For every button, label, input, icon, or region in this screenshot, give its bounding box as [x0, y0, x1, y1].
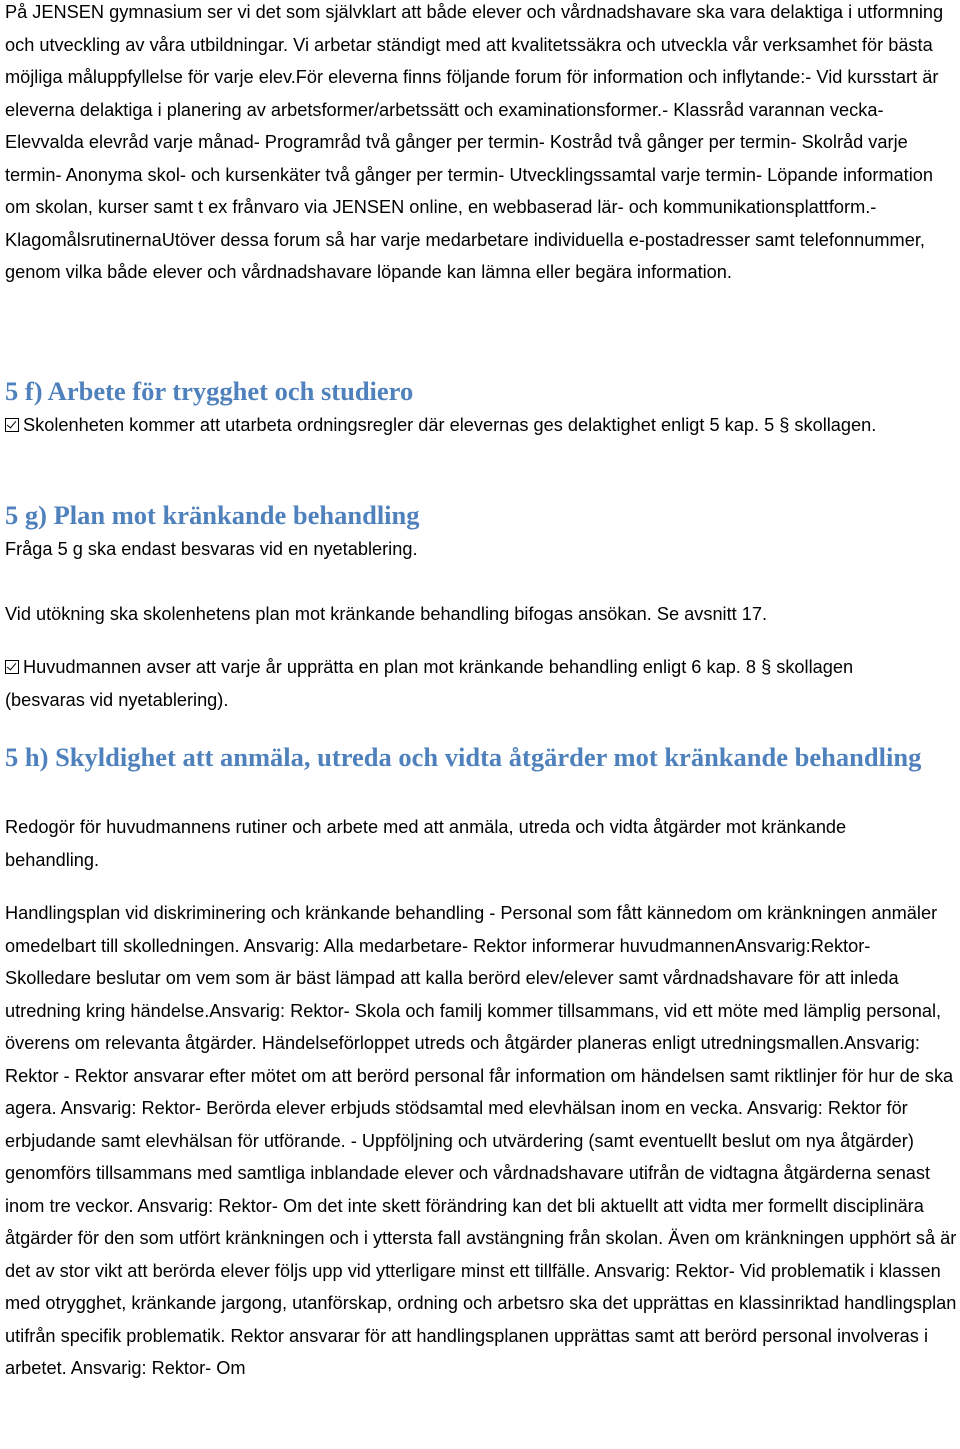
section-h-instruction: Redogör för huvudmannens rutiner och arbete med att anmäla, utreda och vidta åtgärder mot kränkande behandling.	[5, 817, 847, 870]
section-g-checkbox-text: Huvudmannen avser att varje år upprätta en plan mot kränkande behandling enligt 6 kap. 8 § skollagen (besvaras vid nyetablering).	[5, 657, 854, 710]
section-f-heading: 5 f) Arbete för trygghet och studiero	[5, 376, 414, 406]
section-f-checkbox-text: Skolenheten kommer att utarbeta ordningsregler där elevernas ges delaktighet enligt 5 kap. 5 § skollagen.	[23, 415, 877, 435]
section-h-body: Handlingsplan vid diskriminering och kränkande behandling - Personal som fått kännedom om kränkningen anmäler omedelbart till skolledningen. Ansvarig: Alla medarbetare- Rektor informerar huvudmannenAnsvarig:Rektor- Skolledare beslutar om vem som är bäst lämpad att kalla berörd elev/elever samt vårdnadshavare för att inleda utredning kring händelse.Ansvarig: Rektor- Skola och familj kommer tillsammans, vid ett möte med lämplig personal, överens om relevanta åtgärder. Händelseförloppet utreds och åtgärder planeras enligt utredningsmallen.Ansvarig: Rektor - Rektor ansvarar efter mötet om att berörd personal får information om händelsen samt riktlinjer för hur de ska agera. Ansvarig: Rektor- Berörda elever erbjuds stödsamtal med elevhälsan inom en vecka. Ansvarig: Rektor för erbjudande samt elevhälsan för utförande. - Uppföljning och utvärdering (samt eventuellt beslut om nya åtgärder) genomförs tillsammans med samtliga inblandade elever och vårdnadshavare utifrån de vidtagna åtgärderna senast inom tre veckor. Ansvarig: Rektor- Om det inte skett förändring kan det bli aktuellt att vidta mer formellt disciplinära åtgärder för den som utfört kränkningen och i yttersta fall avstängning från skolan. Även om kränkningen upphört så är det av stor vikt att berörda elever följs upp vid ytterligare minst ett tillfälle. Ansvarig: Rektor- Vid problematik i klassen med otrygghet, kränkande jargong, utanförskap, ordning och arbetsro ska det upprättas en klassinriktad handlingsplan utifrån specifik problematik. Rektor ansvarar för att handlingsplanen upprättas samt att berörd personal involveras i arbetet. Ansvarig: Rektor- Om	[5, 903, 957, 1378]
section-g-note: Fråga 5 g ska endast besvaras vid en nyetablering.	[5, 539, 418, 559]
intro-paragraph: På JENSEN gymnasium ser vi det som självklart att både elever och vårdnadshavare ska vara delaktiga i utformning och utveckling av våra utbildningar. Vi arbetar ständigt med att kvalitetssäkra och utveckla vår verksamhet för bästa möjliga måluppfyllelse för varje elev.För eleverna finns följande forum för information och inflytande:- Vid kursstart är eleverna delaktiga i planering av arbetsformer/arbetssätt och examinationsformer.- Klassråd varannan vecka- Elevvalda elevråd varje månad- Programråd två gånger per termin- Kostråd två gånger per termin- Skolråd varje termin- Anonyma skol- och kursenkäter två gånger per termin- Utvecklingssamtal varje termin- Löpande information om skolan, kurser samt t ex frånvaro via JENSEN online, en webbaserad lär- och kommunikationsplattform.- KlagomålsrutinernaUtöver dessa forum så har varje medarbetare individuella e-postadresser samt telefonnummer, genom vilka både elever och vårdnadshavare löpande kan lämna eller begära information.	[5, 2, 944, 282]
checkbox-checked-icon	[5, 660, 19, 674]
section-f-checkbox-item	[5, 409, 935, 442]
checkbox-checked-icon	[5, 418, 19, 432]
section-h-heading: 5 h) Skyldighet att anmäla, utreda och vidta åtgärder mot kränkande behandling	[5, 742, 922, 772]
section-g-paragraph: Vid utökning ska skolenhetens plan mot kränkande behandling bifogas ansökan. Se avsnitt 17.	[5, 604, 768, 624]
section-g-heading: 5 g) Plan mot kränkande behandling	[5, 500, 420, 530]
section-g-checkbox-item	[5, 651, 915, 716]
